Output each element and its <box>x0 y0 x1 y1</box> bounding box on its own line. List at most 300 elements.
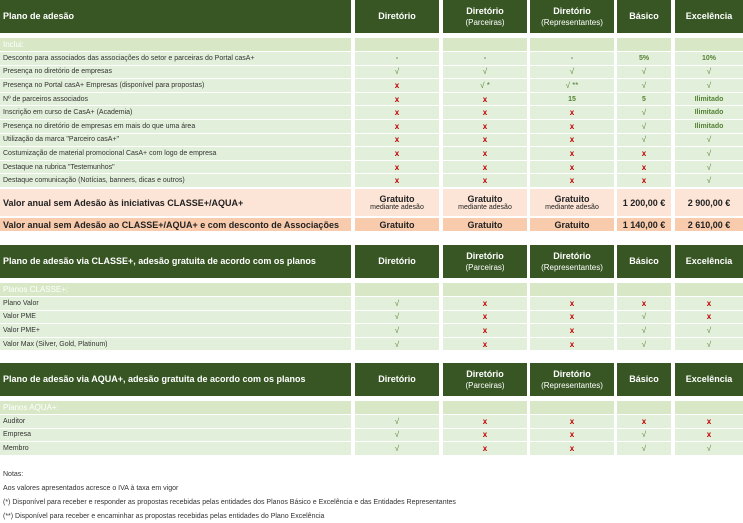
feature-value: 10% <box>701 54 716 62</box>
price-value: Gratuito <box>554 219 590 230</box>
feature-value-cell <box>675 297 743 310</box>
header-col-5 <box>675 363 743 396</box>
table-row <box>0 415 743 428</box>
section-blank-cell <box>675 38 743 51</box>
plan-subtitle: (Representantes) <box>541 17 603 27</box>
header-col-4 <box>617 363 671 396</box>
feature-label: Plano Valor <box>3 299 39 307</box>
section-blank-cell <box>530 401 614 414</box>
section-blank-cell <box>443 38 527 51</box>
feature-value-cell <box>530 442 614 455</box>
feature-value: x <box>482 339 488 349</box>
feature-value-cell <box>617 93 671 106</box>
feature-value: √ <box>706 148 712 158</box>
price-value: 2 900,00 € <box>687 197 731 208</box>
feature-value-cell <box>617 429 671 442</box>
feature-value: x <box>641 162 647 172</box>
plan-name: Diretório <box>378 11 416 21</box>
section-blank-cell <box>617 283 671 296</box>
feature-value-cell <box>355 311 439 324</box>
feature-label-cell <box>0 297 351 310</box>
feature-value: x <box>394 176 400 186</box>
feature-value-cell <box>443 338 527 351</box>
price-value-cell <box>443 218 527 231</box>
feature-value-cell <box>617 120 671 133</box>
feature-value-cell <box>617 297 671 310</box>
feature-value: x <box>641 416 647 426</box>
section-blank-cell <box>617 401 671 414</box>
feature-label-cell <box>0 120 351 133</box>
feature-value: √ <box>394 416 400 426</box>
feature-value-cell <box>443 311 527 324</box>
feature-label-cell <box>0 106 351 119</box>
header-col-1 <box>355 0 439 33</box>
price-label-cell <box>0 189 351 216</box>
feature-value-cell <box>530 338 614 351</box>
feature-value: x <box>569 148 575 158</box>
feature-value-cell <box>443 134 527 147</box>
feature-value-cell <box>617 415 671 428</box>
feature-value: √ <box>641 430 647 440</box>
section-label-cell <box>0 401 351 414</box>
feature-value-cell <box>675 134 743 147</box>
feature-value-cell <box>530 147 614 160</box>
feature-value-cell <box>617 442 671 455</box>
feature-label: Presença no diretório de empresas em mais do que uma área <box>3 122 196 130</box>
feature-value: - <box>483 54 487 62</box>
feature-value: √ <box>394 339 400 349</box>
feature-label: Valor PME <box>3 313 36 321</box>
feature-value-cell <box>675 324 743 337</box>
feature-value-cell <box>675 52 743 65</box>
feature-value-cell <box>675 429 743 442</box>
feature-label: Empresa <box>3 431 32 439</box>
header-col-2 <box>443 245 527 278</box>
feature-value-cell <box>443 415 527 428</box>
feature-value-cell <box>617 161 671 174</box>
feature-value-cell <box>443 442 527 455</box>
feature-value: x <box>482 298 488 308</box>
feature-value-cell <box>355 147 439 160</box>
feature-value-cell <box>443 66 527 79</box>
feature-value: √ * <box>480 80 490 90</box>
feature-value: √ <box>482 67 488 77</box>
feature-value: x <box>482 162 488 172</box>
feature-value: Ilimitado <box>694 109 724 117</box>
feature-label: Utilização da marca "Parceiro casA+" <box>3 136 120 144</box>
price-value-cell <box>355 218 439 231</box>
feature-value-cell <box>443 324 527 337</box>
header-col-1 <box>355 245 439 278</box>
table-row <box>0 52 743 65</box>
section-label: Planos AQUA+: <box>3 403 59 412</box>
feature-value: √ <box>706 162 712 172</box>
feature-value: √ <box>641 135 647 145</box>
plan-name: Diretório <box>553 5 591 16</box>
header-col-2 <box>443 0 527 33</box>
feature-value-cell <box>675 79 743 92</box>
feature-value-cell <box>675 106 743 119</box>
header-title: Plano de adesão via AQUA+, adesão gratuita de acordo com os planos <box>3 374 306 384</box>
feature-value: √ <box>641 121 647 131</box>
feature-value-cell <box>530 93 614 106</box>
feature-value: √ <box>641 80 647 90</box>
feature-value-cell <box>617 66 671 79</box>
plan-name: Excelência <box>685 256 733 266</box>
feature-value-cell <box>530 311 614 324</box>
feature-value: x <box>569 162 575 172</box>
feature-value: x <box>482 121 488 131</box>
header-col-1 <box>355 363 439 396</box>
feature-value-cell <box>675 161 743 174</box>
feature-value: √ <box>394 430 400 440</box>
feature-label: Inscrição em curso de CasA+ (Academia) <box>3 109 133 117</box>
feature-value: √ <box>394 298 400 308</box>
feature-label: Valor PME+ <box>3 326 41 334</box>
table1-header-row <box>0 0 743 33</box>
feature-value: √ <box>394 67 400 77</box>
feature-value: x <box>569 443 575 453</box>
feature-value: x <box>394 121 400 131</box>
feature-value-cell <box>355 415 439 428</box>
price-value: Gratuito <box>467 219 503 230</box>
feature-value: x <box>482 443 488 453</box>
price-value-cell <box>443 189 527 216</box>
feature-value: x <box>482 325 488 335</box>
feature-value: x <box>706 312 712 322</box>
plan-name: Diretório <box>553 250 591 261</box>
feature-value-cell <box>617 324 671 337</box>
feature-label: Membro <box>3 444 29 452</box>
feature-value: x <box>394 108 400 118</box>
table-row <box>0 429 743 442</box>
table-row <box>0 66 743 79</box>
feature-value-cell <box>355 134 439 147</box>
feature-label-cell <box>0 161 351 174</box>
section-blank-cell <box>443 283 527 296</box>
plan-name: Básico <box>629 11 659 21</box>
feature-value-cell <box>530 161 614 174</box>
price-condition: mediante adesão <box>545 204 599 211</box>
feature-value: x <box>482 108 488 118</box>
table3-header-row <box>0 363 743 396</box>
table2-header-row <box>0 245 743 278</box>
plan-name: Excelência <box>685 11 733 21</box>
feature-value-cell <box>355 324 439 337</box>
table-row <box>0 297 743 310</box>
feature-value-cell <box>617 134 671 147</box>
feature-value-cell <box>530 324 614 337</box>
feature-label-cell <box>0 442 351 455</box>
feature-value-cell <box>675 311 743 324</box>
feature-value: 5 <box>642 95 646 103</box>
plan-name: Diretório <box>466 250 504 261</box>
price-value-cell <box>530 218 614 231</box>
plan-subtitle: (Parceiras) <box>465 17 505 27</box>
price-label-cell <box>0 218 351 231</box>
table-row <box>0 93 743 106</box>
price-value-cell <box>675 218 743 231</box>
feature-value-cell <box>355 52 439 65</box>
feature-value-cell <box>443 297 527 310</box>
header-title-cell <box>0 0 351 33</box>
feature-value: x <box>569 298 575 308</box>
feature-value-cell <box>355 161 439 174</box>
feature-value-cell <box>355 429 439 442</box>
price-row-discounted <box>0 218 743 231</box>
table1-section-row <box>0 38 743 51</box>
feature-value: x <box>569 312 575 322</box>
section-blank-cell <box>675 283 743 296</box>
section-blank-cell <box>675 401 743 414</box>
feature-value-cell <box>530 52 614 65</box>
feature-value: √ <box>706 325 712 335</box>
table3-section-row <box>0 401 743 414</box>
feature-label-cell <box>0 415 351 428</box>
feature-value-cell <box>355 106 439 119</box>
feature-label-cell <box>0 429 351 442</box>
feature-value: 15 <box>568 95 576 103</box>
table-row <box>0 324 743 337</box>
section-label-cell <box>0 283 351 296</box>
feature-value: x <box>482 430 488 440</box>
feature-value-cell <box>530 415 614 428</box>
price-label: Valor anual sem Adesão ao CLASSE+/AQUA+ e com desconto de Associações <box>3 219 339 230</box>
feature-value-cell <box>355 93 439 106</box>
feature-label: Presença no diretório de empresas <box>3 68 112 76</box>
feature-value: √ <box>641 67 647 77</box>
feature-value-cell <box>530 429 614 442</box>
feature-value-cell <box>617 52 671 65</box>
feature-label-cell <box>0 134 351 147</box>
plan-name: Diretório <box>553 368 591 379</box>
feature-value: x <box>482 94 488 104</box>
note-line: (**) Disponível para receber e encaminhar as propostas recebidas pelas entidades do Plano Excelência <box>3 513 325 520</box>
feature-label: Nº de parceiros associados <box>3 95 89 103</box>
price-value: 2 610,00 € <box>687 219 731 230</box>
feature-value: x <box>569 325 575 335</box>
section-blank-cell <box>355 38 439 51</box>
feature-value-cell <box>675 93 743 106</box>
feature-value: √ <box>641 312 647 322</box>
header-col-3 <box>530 0 614 33</box>
price-row-standard <box>0 189 743 216</box>
feature-label-cell <box>0 338 351 351</box>
feature-value: √ <box>641 325 647 335</box>
feature-value-cell <box>675 120 743 133</box>
plan-subtitle: (Representantes) <box>541 380 603 390</box>
feature-value: x <box>569 430 575 440</box>
feature-label-cell <box>0 93 351 106</box>
price-value: Gratuito <box>554 194 590 204</box>
feature-value: x <box>394 80 400 90</box>
feature-value-cell <box>355 297 439 310</box>
feature-value-cell <box>355 120 439 133</box>
header-title-cell <box>0 245 351 278</box>
feature-value: x <box>706 298 712 308</box>
feature-value: x <box>641 148 647 158</box>
section-label: Planos CLASSE+: <box>3 285 69 294</box>
header-col-2 <box>443 363 527 396</box>
notes-heading: Notas: <box>3 471 24 478</box>
header-col-3 <box>530 363 614 396</box>
feature-value: √ <box>394 312 400 322</box>
feature-label: Costumização de material promocional CasA+ com logo de empresa <box>3 149 217 157</box>
section-blank-cell <box>530 38 614 51</box>
feature-value-cell <box>443 79 527 92</box>
feature-value-cell <box>617 79 671 92</box>
feature-value: x <box>569 176 575 186</box>
feature-value: x <box>482 135 488 145</box>
section-blank-cell <box>617 38 671 51</box>
price-value: 1 200,00 € <box>622 197 666 208</box>
feature-value-cell <box>617 311 671 324</box>
feature-value: x <box>641 176 647 186</box>
feature-label: Valor Max (Silver, Gold, Platinum) <box>3 340 108 348</box>
feature-label-cell <box>0 66 351 79</box>
feature-value: √ <box>641 339 647 349</box>
feature-label: Auditor <box>3 417 26 425</box>
feature-value: x <box>394 135 400 145</box>
feature-value-cell <box>675 66 743 79</box>
table-row <box>0 134 743 147</box>
price-value: Gratuito <box>467 194 503 204</box>
price-value-cell <box>617 189 671 216</box>
section-label-cell <box>0 38 351 51</box>
feature-value: x <box>482 416 488 426</box>
feature-value-cell <box>443 147 527 160</box>
feature-value: Ilimitado <box>694 95 724 103</box>
feature-value: √ <box>706 135 712 145</box>
plan-name: Básico <box>629 256 659 266</box>
feature-label-cell <box>0 52 351 65</box>
feature-label: Presença no Portal casA+ Empresas (disponível para propostas) <box>3 81 205 89</box>
feature-value: Ilimitado <box>694 122 724 130</box>
feature-value: √ <box>706 176 712 186</box>
header-title: Plano de adesão via CLASSE+, adesão gratuita de acordo com os planos <box>3 256 316 266</box>
table-row <box>0 161 743 174</box>
feature-label: Destaque na rubrica "Testemunhos" <box>3 163 115 171</box>
feature-value: x <box>569 108 575 118</box>
price-value-cell <box>355 189 439 216</box>
price-value-cell <box>617 218 671 231</box>
feature-value: √ <box>569 67 575 77</box>
feature-value-cell <box>355 442 439 455</box>
plan-subtitle: (Parceiras) <box>465 262 505 272</box>
header-col-3 <box>530 245 614 278</box>
feature-value-cell <box>617 338 671 351</box>
feature-value: 5% <box>638 54 650 62</box>
plan-name: Excelência <box>685 374 733 384</box>
feature-value: - <box>570 54 574 62</box>
feature-label-cell <box>0 311 351 324</box>
feature-value-cell <box>675 415 743 428</box>
feature-value-cell <box>617 147 671 160</box>
plan-name: Básico <box>629 374 659 384</box>
section-blank-cell <box>443 401 527 414</box>
feature-value: √ <box>641 443 647 453</box>
feature-value-cell <box>443 161 527 174</box>
header-col-5 <box>675 245 743 278</box>
feature-value-cell <box>675 442 743 455</box>
feature-value: √ <box>706 67 712 77</box>
feature-value-cell <box>355 66 439 79</box>
feature-label: Destaque comunicação (Notícias, banners, dicas e outros) <box>3 177 185 185</box>
plan-name: Diretório <box>466 5 504 16</box>
feature-value-cell <box>530 106 614 119</box>
header-col-5 <box>675 0 743 33</box>
plan-subtitle: (Parceiras) <box>465 380 505 390</box>
feature-value-cell <box>530 66 614 79</box>
feature-value-cell <box>355 174 439 187</box>
feature-value: √ <box>394 325 400 335</box>
feature-value: x <box>482 148 488 158</box>
feature-value: √ <box>394 443 400 453</box>
feature-label: Desconto para associados das associações do setor e parceiras do Portal casA+ <box>3 54 255 62</box>
feature-value: √ <box>706 443 712 453</box>
price-value: Gratuito <box>379 219 415 230</box>
feature-value-cell <box>530 120 614 133</box>
feature-value-cell <box>355 79 439 92</box>
header-col-4 <box>617 245 671 278</box>
feature-value: - <box>395 54 399 62</box>
feature-value-cell <box>617 106 671 119</box>
header-title: Plano de adesão <box>3 11 75 21</box>
price-value-cell <box>675 189 743 216</box>
feature-value-cell <box>530 174 614 187</box>
table-row <box>0 311 743 324</box>
section-label: Inclui: <box>3 40 24 49</box>
header-title-cell <box>0 363 351 396</box>
feature-value: x <box>394 162 400 172</box>
feature-value-cell <box>355 338 439 351</box>
price-label: Valor anual sem Adesão às iniciativas CLASSE+/AQUA+ <box>3 197 244 208</box>
header-col-4 <box>617 0 671 33</box>
feature-value-cell <box>443 429 527 442</box>
table-row <box>0 442 743 455</box>
feature-value: x <box>706 430 712 440</box>
feature-label-cell <box>0 79 351 92</box>
table-row <box>0 79 743 92</box>
feature-value: √ <box>706 339 712 349</box>
feature-value: x <box>394 94 400 104</box>
section-blank-cell <box>355 283 439 296</box>
feature-value-cell <box>675 338 743 351</box>
section-blank-cell <box>530 283 614 296</box>
feature-value: √ ** <box>565 80 579 90</box>
table-row <box>0 147 743 160</box>
plan-name: Diretório <box>466 368 504 379</box>
feature-value-cell <box>530 297 614 310</box>
feature-value: √ <box>641 108 647 118</box>
feature-label-cell <box>0 324 351 337</box>
feature-value: √ <box>706 80 712 90</box>
feature-value-cell <box>443 93 527 106</box>
feature-value: x <box>641 298 647 308</box>
feature-value: x <box>482 312 488 322</box>
section-blank-cell <box>355 401 439 414</box>
plan-name: Diretório <box>378 374 416 384</box>
feature-value: x <box>394 148 400 158</box>
table2-section-row <box>0 283 743 296</box>
feature-value-cell <box>443 174 527 187</box>
note-line: Aos valores apresentados acresce o IVA à taxa em vigor <box>3 485 179 492</box>
price-value-cell <box>530 189 614 216</box>
feature-label-cell <box>0 147 351 160</box>
feature-value-cell <box>617 174 671 187</box>
feature-value-cell <box>530 134 614 147</box>
feature-value-cell <box>443 106 527 119</box>
